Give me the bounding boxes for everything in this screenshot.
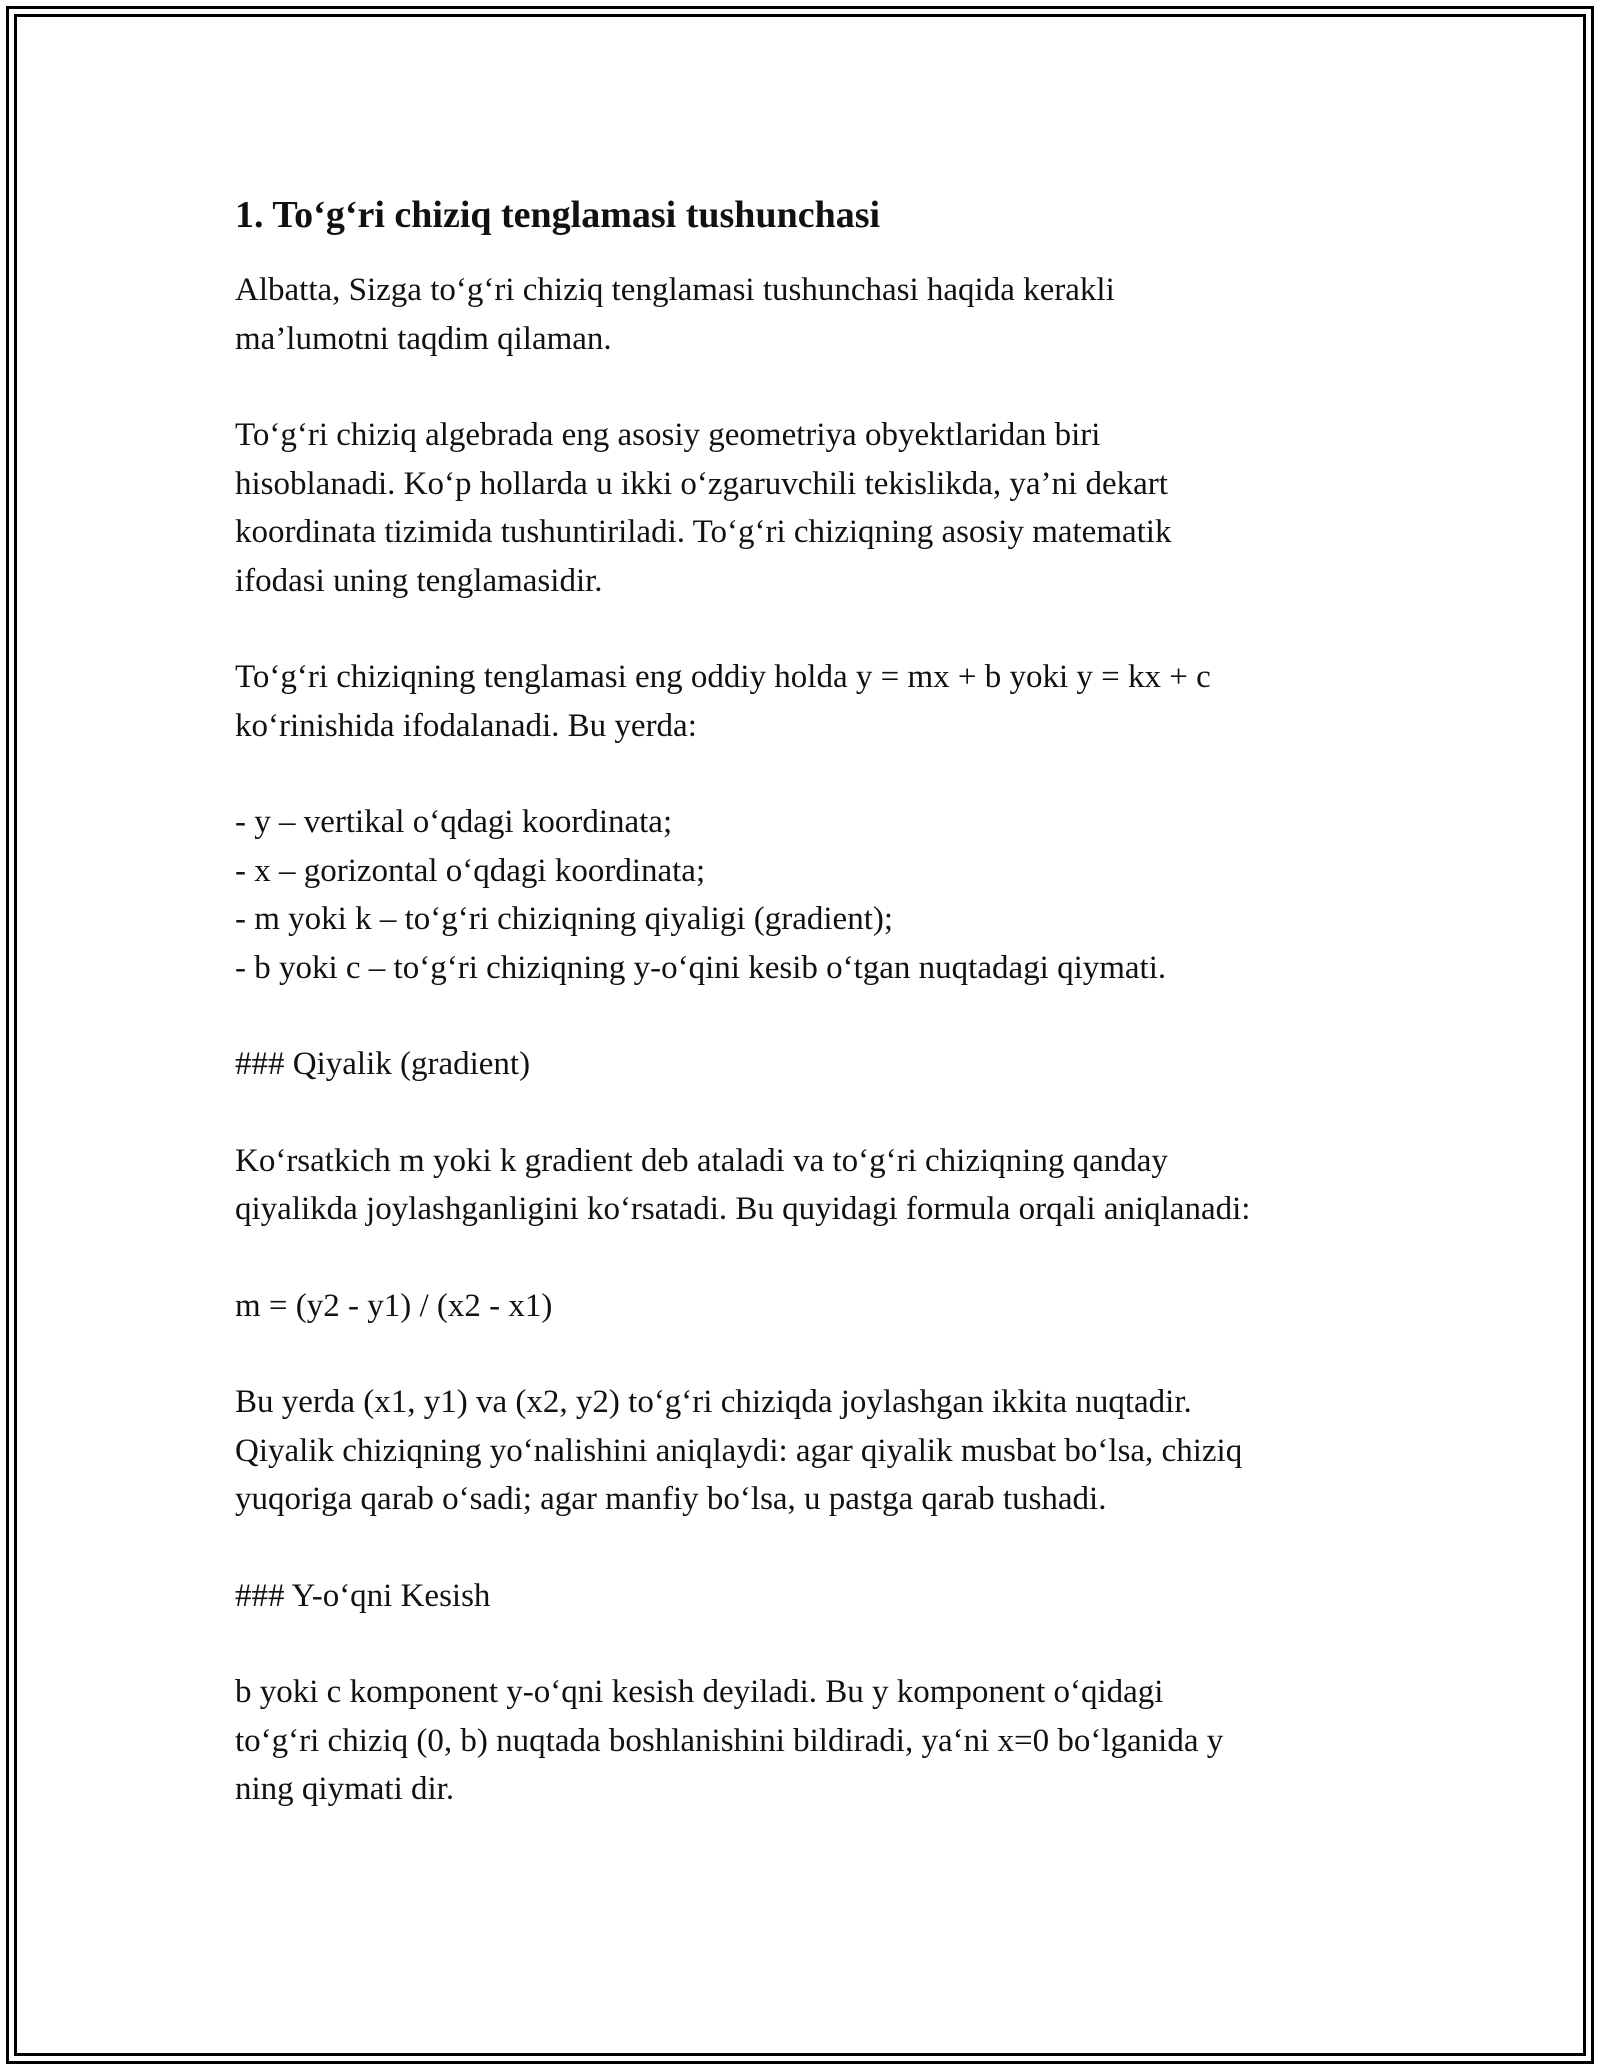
heading-intercept: ### Y-o‘qni Kesish bbox=[235, 1577, 491, 1614]
paragraph-slope-explanation: Bu yerda (x1, y1) va (x2, y2) to‘g‘ri chiziqda joylashgan ikkita nuqtadir. Qiyalik chiziqning yo‘nalishini aniqlaydi: agar qiyalik musbat bo‘lsa, chiziq yuqoriga qarab o‘sadi; agar manfiy bo‘lsa, u pastga qarab tushadi. bbox=[235, 1384, 1243, 1517]
variable-list bbox=[235, 798, 1385, 992]
paragraph-equation: To‘g‘ri chiziqning tenglamasi eng oddiy holda y = mx + b yoki y = kx + c ko‘rinishida ifodalanadi. Bu yerda: bbox=[235, 659, 1211, 744]
paragraph-intercept: b yoki c komponent y-o‘qni kesish deyiladi. Bu y komponent o‘qidagi to‘g‘ri chiziq (0, b) nuqtada boshlanishini bildiradi, ya‘ni x=0 bo‘lganida y ning qiymati dir. bbox=[235, 1674, 1224, 1807]
paragraph-definition: To‘g‘ri chiziq algebrada eng asosiy geometriya obyektlaridan biri hisoblanadi. Ko‘p hollarda u ikki o‘zgaruvchili tekislikda, ya’ni dekart koordinata tizimida tushuntiriladi. To‘g‘ri chiziqning asosiy matematik ifodasi uning tenglamasidir. bbox=[235, 417, 1172, 599]
paragraph-intro: Albatta, Sizga to‘g‘ri chiziq tenglamasi tushunchasi haqida kerakli ma’lumotni taqdim qilaman. bbox=[235, 272, 1115, 357]
list-item: - m yoki k – to‘g‘ri chiziqning qiyaligi (gradient); bbox=[235, 901, 894, 937]
list-item: - b yoki c – to‘g‘ri chiziqning y-o‘qini kesib o‘tgan nuqtadagi qiymati. bbox=[235, 949, 1167, 986]
list-item: - x – gorizontal o‘qdagi koordinata; bbox=[235, 852, 706, 889]
heading-gradient: ### Qiyalik (gradient) bbox=[235, 1046, 531, 1082]
formula-slope: m = (y2 - y1) / (x2 - x1) bbox=[235, 1287, 553, 1324]
list-item: - y – vertikal o‘qdagi koordinata; bbox=[235, 804, 673, 840]
paragraph-gradient: Ko‘rsatkich m yoki k gradient deb ataladi va to‘g‘ri chiziqning qanday qiyalikda joylashganligini ko‘rsatadi. Bu quyidagi formula orqali aniqlanadi: bbox=[235, 1142, 1251, 1227]
document-body bbox=[235, 186, 1385, 1862]
document-title: 1. To‘g‘ri chiziq tenglamasi tushunchasi bbox=[235, 194, 881, 236]
